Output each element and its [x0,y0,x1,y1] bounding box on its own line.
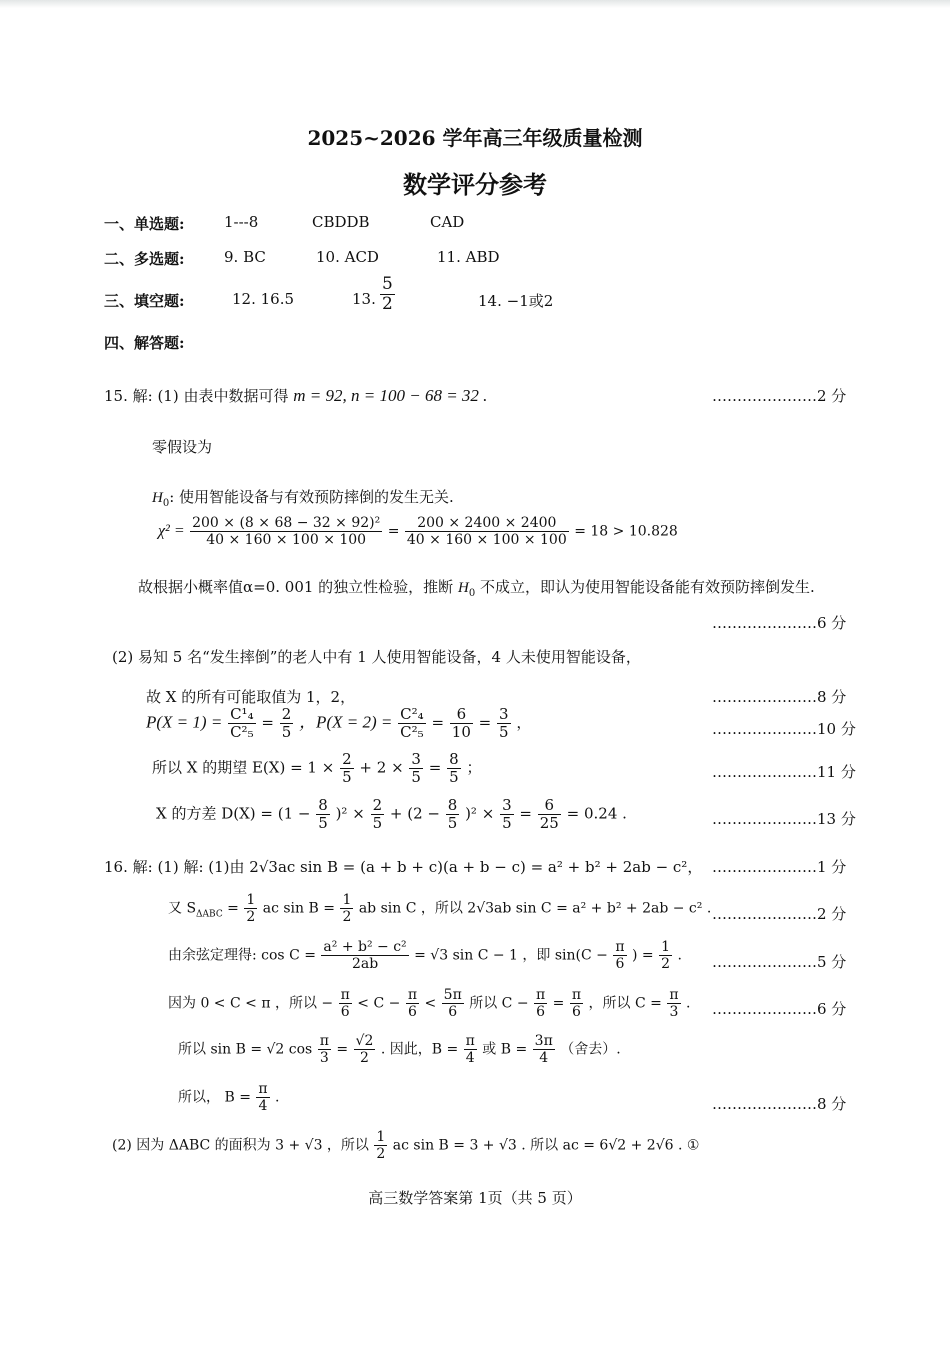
q15-probabilities: P(X = 1) = $\frac{\text{C¹₄}}{\text{C²₅}}$ = $\frac{2}{5}$ ，P(X = 2) = $\frac{\text{C²₄}}{\text{C²₅}}$ = $\frac{6}{10}$ = $\frac{3}{5}$ ， [146,705,532,741]
answer-q10: 10. ACD [316,248,379,266]
answer-q9: 9. BC [224,248,266,266]
q15-score-13: …………………13 分 [712,810,856,828]
section-single-choice-label: 一、单选题: [104,215,185,233]
q15-line1: 15. 解: (1) 由表中数据可得 m = 92, n = 100 − 68 = 32 . [104,386,488,405]
q15-chi-square-formula: χ² = $\frac{\text{200 × (8 × 68 − 32 × 92)²}}{40 \times 160 \times 100 \times 100}$ = $\frac{200 \times 2400 \times 2400}{40 \times 160 \times 100 \times 100}$ = 18 > 10.828 [158,515,678,548]
answer-q13-label: 13. [352,290,376,308]
answer-q13-fraction: $\frac{5}{2}$ [382,274,393,314]
q16-b-result: 所以， B = $\frac{\pi}{4}$ . [178,1081,280,1114]
q15-conclusion: 故根据小概率值α=0. 001 的独立性检验，推断 $H_0$ 不成立，即认为使用智能设备能有效预防摔倒发生. [138,578,815,599]
single-choice-answers-2: CAD [430,213,465,231]
answer-q14: 14. −1或2 [478,292,554,310]
q16-part2: (2) 因为 ΔABC 的面积为 3 + √3 ，所以 $\frac{1}{2}$ ac sin B = 3 + √3 . 所以 ac = 6√2 + 2√6 . ① [112,1129,700,1162]
single-choice-answers-1: CBDDB [312,213,370,231]
single-choice-range: 1---8 [224,213,259,231]
q15-variance: X 的方差 D(X) = (1 − $\frac{8}{5}$ )² × $\frac{2}{5}$ + (2 − $\frac{8}{5}$ )² × $\frac{3}{5}$ = $\frac{6}{25}$ = 0.24 . [156,796,627,832]
q15-score-10: …………………10 分 [712,720,856,738]
page-footer: 高三数学答案第 1页（共 5 页） [368,1189,582,1207]
exam-title: 2025~2026 学年高三年级质量检测 [307,126,643,150]
q15-score-2: …………………2 分 [712,387,847,405]
q16-score-8: …………………8 分 [712,1095,847,1113]
q15-h0-statement: $H_0$: 使用智能设备与有效预防摔倒的发生无关. [152,488,454,509]
q16-score-1: …………………1 分 [712,858,847,876]
q15-null-hypothesis-label: 零假设为 [152,438,213,456]
q15-expectation: 所以 X 的期望 E(X) = 1 × $\frac{2}{5}$ + 2 × $\frac{3}{5}$ = $\frac{8}{5}$ ； [152,750,482,786]
section-solutions-label: 四、解答题: [104,334,185,352]
answer-q11: 11. ABD [437,248,500,266]
q16-sin-b: 所以 sin B = √2 cos $\frac{\pi}{3}$ = $\frac{√2}{2}$ . 因此，B = $\frac{\pi}{4}$ 或 B = $\frac{3\pi}{4}$ （舍去）. [178,1033,621,1066]
q15-score-8: …………………8 分 [712,688,847,706]
q16-angle-c: 因为 0 < C < π ，所以 − $\frac{\pi}{6}$ < C − $\frac{\pi}{6}$ < $\frac{5\pi}{6}$ 所以 C − $\frac{\pi}{6}$ = $\frac{\pi}{6}$ ，所以 C = $\frac{\pi}{3}$ . [168,987,691,1020]
q16-score-2: …………………2 分 [712,905,847,923]
q15-score-11: …………………11 分 [712,763,856,781]
q15-part2-intro: (2) 易知 5 名“发生摔倒”的老人中有 1 人使用智能设备，4 人未使用智能设备， [112,648,641,666]
page-title: 数学评分参考 [403,170,547,199]
q15-score-6: …………………6 分 [712,614,847,632]
section-multi-choice-label: 二、多选题: [104,250,185,268]
q16-area-relation: 又 $S_{\Delta ABC}$ = $\frac{1}{2}$ ac sin B = $\frac{1}{2}$ ab sin C ，所以 2√3ab sin C = a² + b² + 2ab − c² . [168,892,712,925]
q16-score-5: …………………5 分 [712,953,847,971]
q16-line1: 16. 解: (1) 解: (1)由 2√3ac sin B = (a + b + c)(a + b − c) = a² + b² + 2ab − c²， [104,858,703,876]
q16-cosine-law: 由余弦定理得: cos C = $\frac{\text{a² + b² − c²}}{2ab}$ = √3 sin C − 1 ，即 sin(C − $\frac{\pi}{6}$ ) = $\frac{1}{2}$ . [168,939,682,972]
q15-values-of-x: 故 X 的所有可能取值为 1，2， [146,688,356,706]
scan-top-edge [0,0,950,8]
section-fill-blank-label: 三、填空题: [104,292,185,310]
answer-q12: 12. 16.5 [232,290,295,308]
q16-score-6: …………………6 分 [712,1000,847,1018]
